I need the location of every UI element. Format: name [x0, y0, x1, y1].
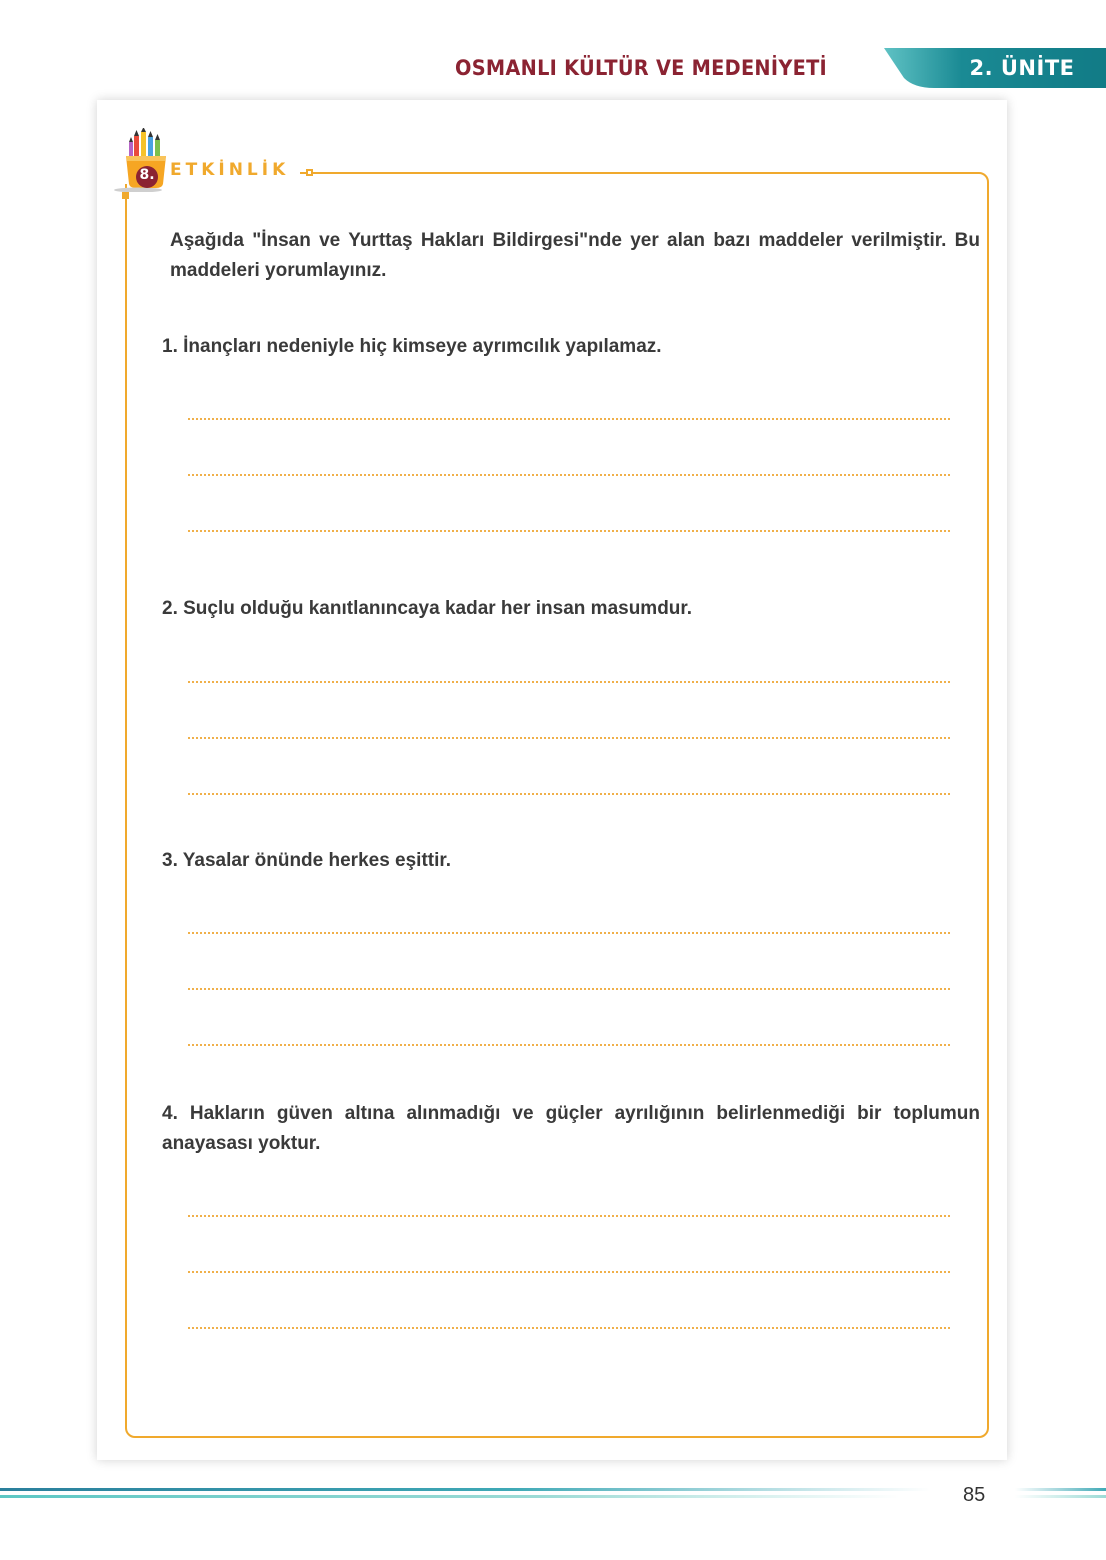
- footer-stripe: [1015, 1495, 1106, 1498]
- question-1: 1. İnançları nedeniyle hiç kimseye ayrımcılık yapılamaz.: [162, 336, 662, 357]
- answer-line[interactable]: [188, 418, 950, 420]
- chapter-title: OSMANLI KÜLTÜR VE MEDENİYETİ: [455, 56, 827, 80]
- footer-stripe: [0, 1495, 900, 1498]
- answer-line[interactable]: [188, 1215, 950, 1217]
- frame-node: [122, 192, 129, 199]
- answer-line[interactable]: [188, 530, 950, 532]
- question-2: 2. Suçlu olduğu kanıtlanıncaya kadar her insan masumdur.: [162, 598, 693, 619]
- answer-line[interactable]: [188, 474, 950, 476]
- unit-tab: [884, 48, 1106, 88]
- answer-line[interactable]: [188, 793, 950, 795]
- question-4: 4. Hakların güven altına alınmadığı ve güçler ayrılığının belirlenmediği bir toplumun anayasası yoktur.: [162, 1103, 980, 1154]
- footer-stripe: [1015, 1488, 1106, 1491]
- answer-line[interactable]: [188, 1327, 950, 1329]
- page-number: 85: [963, 1484, 986, 1506]
- unit-label: 2. ÜNİTE: [969, 56, 1075, 80]
- answer-line[interactable]: [188, 932, 950, 934]
- answer-line[interactable]: [188, 681, 950, 683]
- answer-line[interactable]: [188, 1271, 950, 1273]
- footer-stripe: [0, 1488, 930, 1491]
- answer-line[interactable]: [188, 1044, 950, 1046]
- activity-instructions: Aşağıda "İnsan ve Yurttaş Hakları Bildirgesi"nde yer alan bazı maddeler verilmiştir. Bu maddeleri yorumlayınız.: [170, 230, 980, 281]
- frame-node: [306, 169, 313, 176]
- answer-line[interactable]: [188, 988, 950, 990]
- question-3: 3. Yasalar önünde herkes eşittir.: [162, 850, 452, 871]
- activity-label: ETKİNLİK: [170, 160, 290, 180]
- activity-number: 8.: [139, 167, 155, 183]
- answer-line[interactable]: [188, 737, 950, 739]
